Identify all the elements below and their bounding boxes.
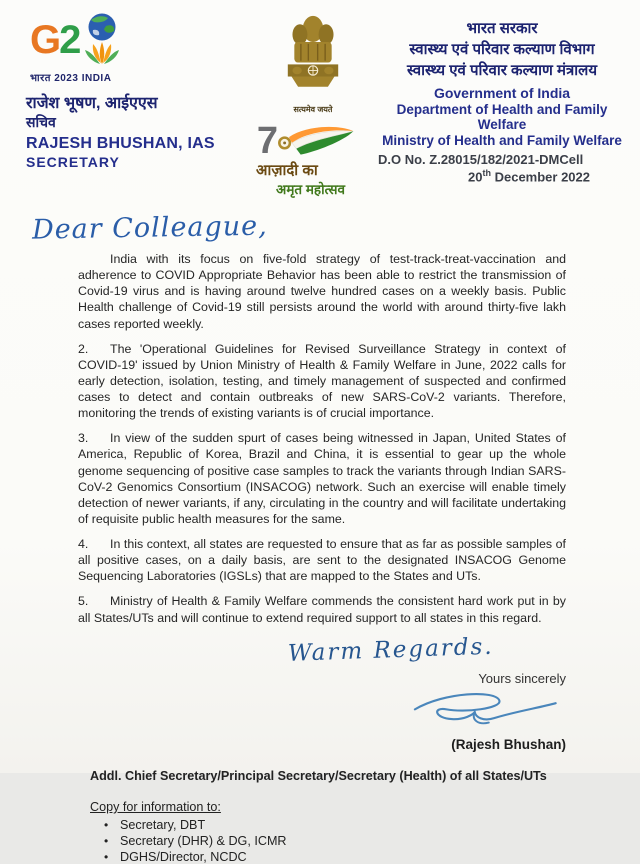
ministry-english: Ministry of Health and Family Welfare (382, 133, 622, 148)
signer-name: (Rajesh Bhushan) (451, 736, 566, 752)
g20-caption: भारत 2023 INDIA (30, 73, 112, 84)
department-english: Department of Health and Family Welfare (396, 102, 608, 132)
bullet-icon: • (104, 850, 109, 864)
officer-name-hindi: राजेश भूषण, आईएएस (26, 95, 158, 112)
letter-paragraph-5 (78, 593, 566, 625)
closing-formal: Yours sincerely (478, 670, 566, 686)
addressee-line: Addl. Chief Secretary/Principal Secretary/Secretary (Health) of all States/UTs (90, 769, 547, 784)
letter-paragraph-4 (78, 536, 566, 584)
officer-block (26, 94, 254, 171)
g20-globe-lotus-icon (79, 12, 125, 68)
govt-hindi: भारत सरकार (466, 20, 538, 37)
signature-scribble-icon (400, 690, 560, 734)
paragraph-text: The 'Operational Guidelines for Revised Surveillance Strategy in context of COVID-19' issued by Union Ministry of Health & Family Welfare in June, 2022 calls for early detection, isolation, testing, and timely management of suspected and confirmed cases to detect and contain outbreaks of new SARS-CoV-2 variants. Therefore, monitoring the trends of existing variants is of crucial importance. (78, 341, 566, 421)
copy-list (90, 818, 600, 864)
copy-list-text: DGHS/Director, NCDC (120, 850, 247, 864)
letter-body (31, 208, 566, 753)
paragraph-number: 3. (78, 431, 89, 446)
national-emblem-icon (280, 14, 346, 98)
paragraph-number: 4. (78, 537, 89, 552)
paragraph-number: 5. (78, 594, 89, 609)
letterhead-center (254, 12, 372, 198)
copy-list-item (104, 834, 600, 848)
do-reference-number: D.O No. Z.28015/182/2021-DMCell (378, 152, 584, 167)
g20-india-logo (30, 12, 254, 84)
salutation-handwritten: Dear Colleague, (31, 210, 268, 246)
bullet-icon: • (104, 834, 109, 849)
paragraph-text: In view of the sudden spurt of cases being witnessed in Japan, United States of America, Republic of Korea, Brazil and China, it is essential to gear up the whole genome sequencing of positive case samples to track the variants through Indian SARS-CoV-2 Genomics Consortium (INSACOG) network. Such an exercise will enable timely detection of newer variants, if any, circulating in the country and will facilitate undertaking of requisite public health measures for the same. (78, 431, 566, 526)
ministry-hindi: स्वास्थ्य एवं परिवार कल्याण मंत्रालय (406, 62, 598, 79)
letter-footer (90, 769, 600, 864)
paragraph-text: India with its focus on five-fold strategy of test-track-treat-vaccination and adherence to COVID Appropriate Behavior has been able to restrict the transmission of Covid-19 virus and is having around twelve hundred cases on a weekly basis. Public Health challenge of Covid-19 still persists around the world with around thirty-five lakh cases reported weekly. (78, 252, 566, 331)
copy-list-text: Secretary (DHR) & DG, ICMR (120, 834, 287, 849)
letter-paragraph-2 (78, 341, 566, 422)
copy-for-information-heading: Copy for information to: (90, 800, 221, 815)
closing-handwritten: Warm Regards. (287, 633, 495, 667)
svg-text:7: 7 (256, 120, 278, 163)
g20-letter-g: G (30, 17, 60, 62)
paragraph-text: Ministry of Health & Family Welfare commends the consistent hard work put in by all States/UTs and will continue to extend required support to all states in this regard. (78, 594, 566, 625)
department-hindi: स्वास्थ्य एवं परिवार कल्याण विभाग (409, 41, 595, 58)
amrit-75-icon (256, 120, 360, 163)
officer-title-english: SECRETARY (26, 153, 120, 170)
officer-title-hindi: सचिव (26, 114, 56, 130)
signature-block (78, 690, 560, 736)
letter-paragraph-3 (78, 430, 566, 527)
officer-name-english: RAJESH BHUSHAN, IAS (26, 134, 215, 152)
amrit-mahotsav-logo (254, 121, 372, 198)
amrit-line2: अमृत महोत्सव (276, 182, 346, 197)
letterhead-left (26, 12, 254, 198)
paragraph-number: 2. (78, 341, 89, 356)
copy-list-text: Secretary, DBT (120, 818, 206, 833)
letter-date: 20th December 2022 (468, 168, 590, 185)
copy-list-item (104, 850, 600, 864)
paragraph-text: In this context, all states are requested to ensure that as far as possible samples of all positive cases, on a daily basis, are sent to the designated INSACOG Genome Sequencing Laboratories (IGSLs) that are mapped to the States and UTs. (78, 537, 566, 584)
emblem-motto: सत्यमेव जयते (293, 105, 333, 114)
govt-english: Government of India (433, 85, 571, 101)
letter-paragraph-1 (78, 251, 566, 332)
bullet-icon: • (104, 818, 109, 833)
ministry-block (372, 12, 632, 198)
letterhead (0, 0, 640, 198)
amrit-line1: आज़ादी का (256, 162, 318, 179)
g20-digit-2: 2 (59, 17, 80, 62)
copy-list-item (104, 818, 600, 832)
